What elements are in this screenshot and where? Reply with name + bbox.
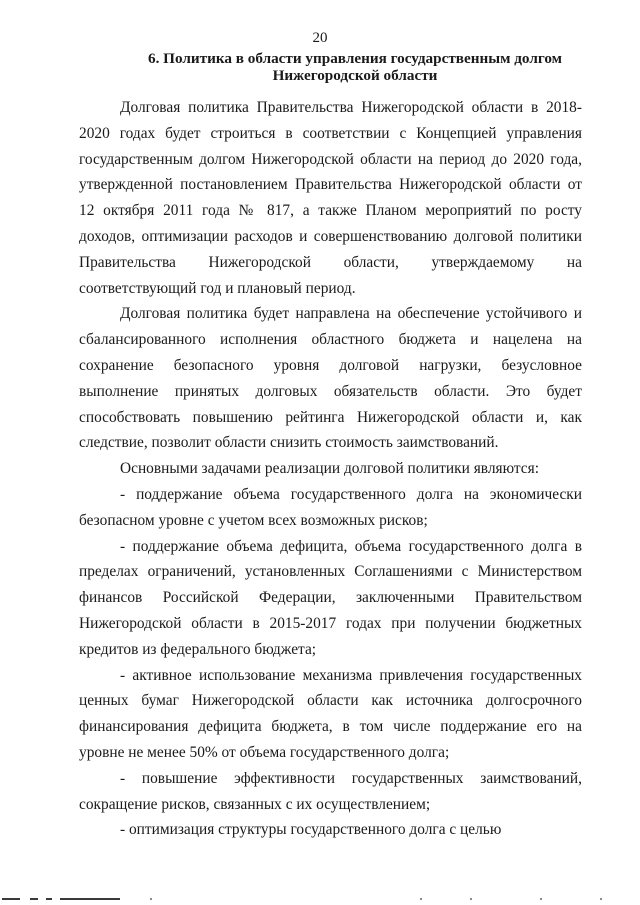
page-number: 20 [312, 30, 328, 46]
scan-mark [2, 898, 20, 900]
section-heading-line-2: Нижегородской области [272, 67, 438, 84]
list-item-task-5: - оптимизация структуры государственного долга с целью [120, 821, 502, 839]
scan-mark [600, 898, 602, 900]
scan-mark [30, 898, 38, 900]
section-heading-line-1: 6. Политика в области управления государственным долгом [147, 50, 563, 67]
list-item-task-2: - поддержание объема дефицита, объема государственного долга в пределах ограничений, установленных Соглашениями с Министерством финансов Российской Федерации, заключенными Правительством Нижегородской области в 2015-2017 годах при получении бюджетных кредитов из федерального бюджета; [79, 537, 582, 658]
scan-mark [150, 898, 152, 900]
scan-mark [46, 898, 52, 900]
scan-mark [470, 898, 472, 900]
scan-mark [420, 898, 422, 900]
paragraph-debt-policy-basis: Долговая политика Правительства Нижегородской области в 2018-2020 годах будет строиться в соответствии с Концепцией управления государственным долгом Нижегородской области на период до 2020 года, утвержденной постановлением Правительства Нижегородской области от 12 октября 2011 года № 817, а также Планом мероприятий по росту доходов, оптимизации расходов и совершенствованию долговой политики Правительства Нижегородской области, утверждаемому на соответствующий год и плановый период. [79, 99, 582, 297]
scan-mark [540, 898, 542, 900]
scan-mark [60, 898, 120, 900]
list-item-task-4: - повышение эффективности государственных заимствований, сокращение рисков, связанных с их осуществлением; [79, 769, 582, 813]
paragraph-tasks-intro: Основными задачами реализации долговой политики являются: [120, 460, 539, 478]
paragraph-debt-policy-goals: Долговая политика будет направлена на обеспечение устойчивого и сбалансированного исполнения областного бюджета и нацелена на сохранение безопасного уровня долговой нагрузки, безусловное выполнение принятых долговых обязательств области. Это будет способствовать повышению рейтинга Нижегородской области и, как следствие, позволит области снизить стоимость заимствований. [79, 305, 582, 452]
list-item-task-1: - поддержание объема государственного долга на экономически безопасном уровне с учетом всех возможных рисков; [79, 485, 582, 529]
list-item-task-3: - активное использование механизма привлечения государственных ценных бумаг Нижегородской области как источника долгосрочного финансирования дефицита бюджета, в том числе поддержание его на уровне не менее 50% от объема государственного долга; [79, 666, 582, 761]
section-heading [130, 50, 580, 84]
section-body [79, 95, 582, 843]
scan-edge-marks [0, 895, 640, 903]
